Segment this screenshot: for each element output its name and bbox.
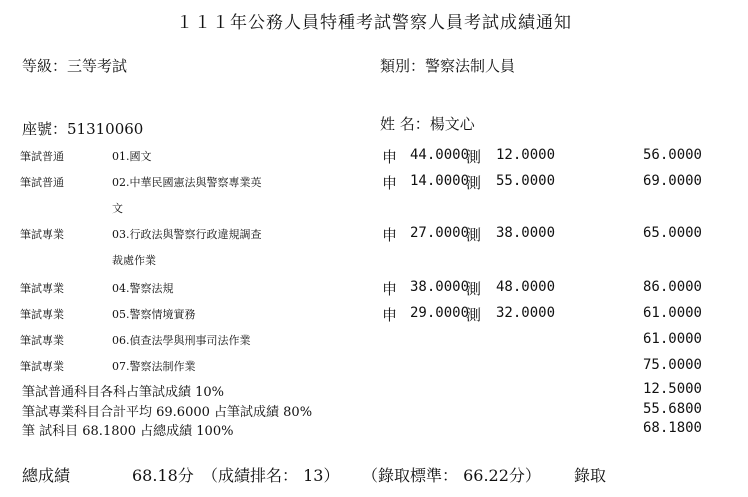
test-mark: 測 (466, 280, 482, 298)
written-mark: 申 (382, 174, 398, 192)
subject-name: 01.國文 (112, 150, 152, 163)
test-mark: 測 (466, 148, 482, 166)
total-score-label: 總成績 (22, 466, 71, 485)
subject-type: 筆試專業 (20, 334, 64, 347)
written-score: 38.0000 (410, 279, 470, 295)
rank-text: （成績排名： 13） (202, 466, 340, 485)
test-mark: 測 (466, 306, 482, 324)
written-mark: 申 (382, 306, 398, 324)
subject-name: 02.中華民國憲法與警察專業英 (112, 176, 262, 189)
total-score-value: 68.18分 (132, 466, 194, 485)
written-score: 44.0000 (410, 147, 470, 163)
subject-total: 56.0000 (642, 147, 702, 163)
subject-type: 筆試普通 (20, 176, 64, 189)
candidate-name: 姓 名：楊文心 (380, 115, 475, 133)
subject-name: 07.警察法制作業 (112, 360, 196, 373)
test-mark: 測 (466, 174, 482, 192)
subject-type: 筆試專業 (20, 360, 64, 373)
test-score: 48.0000 (496, 279, 556, 295)
exam-category: 類別：警察法制人員 (380, 57, 516, 75)
subject-name: 05.警察情境實務 (112, 308, 196, 321)
subject-total: 69.0000 (642, 173, 702, 189)
subject-total: 86.0000 (642, 279, 702, 295)
subject-name: 06.偵查法學與刑事司法作業 (112, 334, 251, 347)
test-score: 12.0000 (496, 147, 556, 163)
test-score: 38.0000 (496, 225, 556, 241)
summary-value: 12.5000 (642, 381, 702, 397)
subject-type: 筆試專業 (20, 282, 64, 295)
written-score: 14.0000 (410, 173, 470, 189)
exam-level: 等級：三等考試 (22, 57, 128, 75)
subject-name-continued: 裁處作業 (112, 254, 156, 267)
subject-name: 04.警察法規 (112, 282, 174, 295)
summary-value: 68.1800 (642, 420, 702, 436)
summary-line: 筆試專業科目合計平均 69.6000 占筆試成績 80% (22, 405, 313, 420)
subject-type: 筆試專業 (20, 228, 64, 241)
subject-total: 61.0000 (642, 305, 702, 321)
summary-value: 55.6800 (642, 401, 702, 417)
summary-line: 筆試普通科目各科占筆試成績 10% (22, 385, 225, 400)
notice-title: １１１年公務人員特種考試警察人員考試成績通知 (176, 13, 572, 33)
written-score: 29.0000 (410, 305, 470, 321)
admission-standard: （錄取標準： 66.22分） (362, 466, 541, 485)
subject-name-continued: 文 (112, 202, 123, 215)
subject-type: 筆試專業 (20, 308, 64, 321)
subject-total: 75.0000 (642, 357, 702, 373)
test-score: 55.0000 (496, 173, 556, 189)
written-mark: 申 (382, 148, 398, 166)
admission-result: 錄取 (574, 466, 607, 485)
subject-type: 筆試普通 (20, 150, 64, 163)
seat-number: 座號：51310060 (22, 120, 144, 138)
test-mark: 測 (466, 226, 482, 244)
written-score: 27.0000 (410, 225, 470, 241)
test-score: 32.0000 (496, 305, 556, 321)
subject-total: 65.0000 (642, 225, 702, 241)
written-mark: 申 (382, 280, 398, 298)
summary-line: 筆 試科目 68.1800 占總成績 100% (22, 424, 234, 439)
subject-name: 03.行政法與警察行政違規調查 (112, 228, 262, 241)
written-mark: 申 (382, 226, 398, 244)
subject-total: 61.0000 (642, 331, 702, 347)
